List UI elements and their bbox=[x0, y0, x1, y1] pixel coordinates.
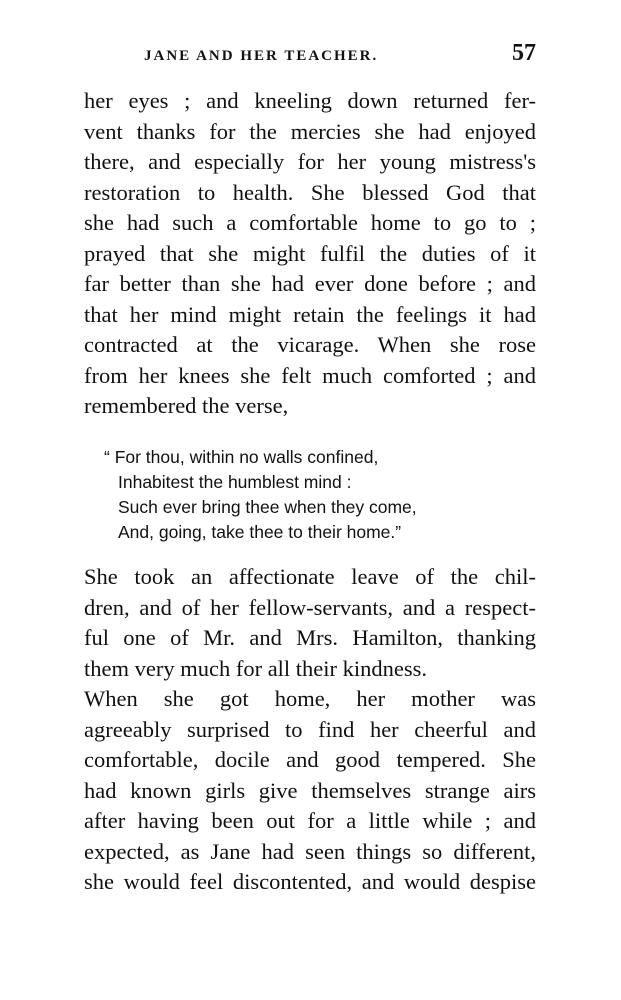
verse-line: “ For thou, within no walls confined, bbox=[104, 447, 379, 467]
verse-line: Such ever bring thee when they come, bbox=[118, 497, 417, 517]
text-line: prayed that she might fulfil the duties of it bbox=[84, 240, 536, 266]
text-line: she had such a comfortable home to go to ; bbox=[84, 210, 536, 235]
page-number: 57 bbox=[512, 40, 536, 66]
text-line: she would feel discontented, and would despise bbox=[84, 869, 536, 894]
verse-line: And, going, take thee to their home.” bbox=[118, 522, 402, 542]
text-line: agreeably surprised to find her cheerful and bbox=[84, 716, 536, 742]
text-line: restoration to health. She blessed God that bbox=[84, 179, 536, 205]
running-head bbox=[84, 40, 536, 74]
text-line: far better than she had ever done before ; and bbox=[84, 271, 536, 296]
text-line: comfortable, docile and good tempered. She bbox=[84, 747, 536, 772]
verse-line: Inhabitest the humblest mind : bbox=[118, 472, 352, 492]
text-line: contracted at the vicarage. When she rose bbox=[84, 332, 536, 357]
text-line: dren, and of her fellow-servants, and a respect- bbox=[84, 594, 536, 620]
text-line: She took an affectionate leave of the chil- bbox=[84, 564, 536, 589]
verse-quotation bbox=[104, 445, 484, 545]
text-line: remembered the verse, bbox=[84, 393, 289, 418]
text-line: vent thanks for the mercies she had enjoyed bbox=[84, 118, 536, 144]
text-line: there, and especially for her young mistress's bbox=[84, 149, 536, 174]
running-title: JANE AND HER TEACHER. bbox=[144, 48, 379, 64]
text-line: had known girls give themselves strange airs bbox=[84, 777, 536, 803]
paragraph-3 bbox=[84, 684, 536, 898]
paragraph-1 bbox=[84, 86, 536, 422]
text-line: after having been out for a little while ; and bbox=[84, 808, 536, 833]
text-line: ful one of Mr. and Mrs. Hamilton, thanking bbox=[84, 625, 536, 650]
paragraph-2 bbox=[84, 562, 536, 684]
text-line: from her knees she felt much comforted ; and bbox=[84, 362, 536, 388]
text-line: When she got home, her mother was bbox=[84, 686, 536, 711]
text-line: them very much for all their kindness. bbox=[84, 655, 428, 681]
text-line: that her mind might retain the feelings it had bbox=[84, 301, 536, 327]
text-line: expected, as Jane had seen things so different, bbox=[84, 838, 536, 864]
text-line: her eyes ; and kneeling down returned fer- bbox=[84, 88, 536, 113]
